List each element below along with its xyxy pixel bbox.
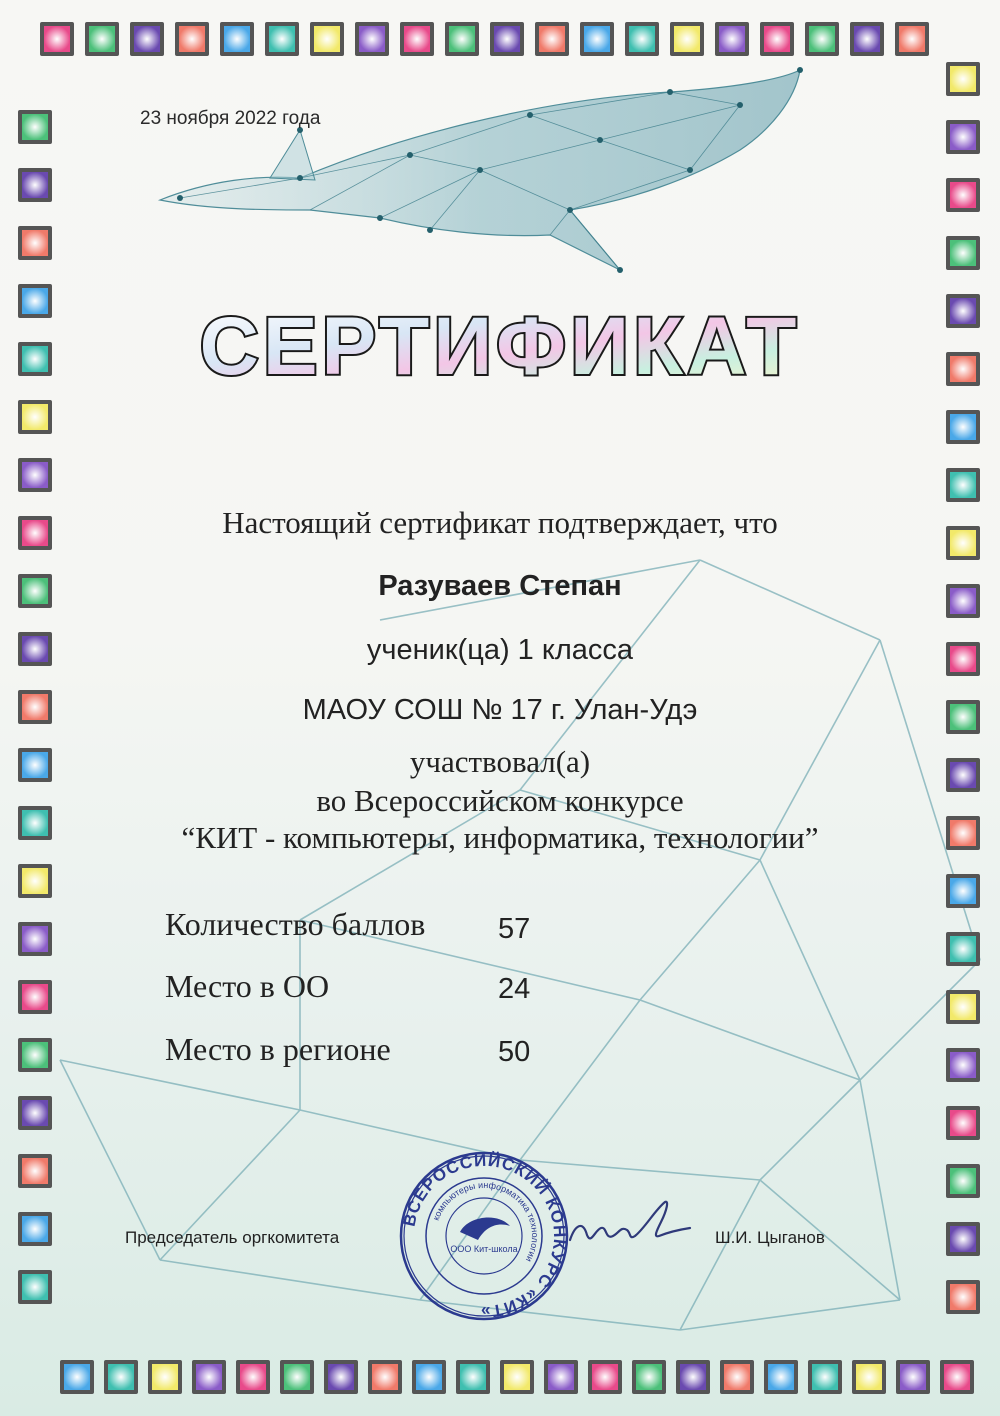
border-square xyxy=(946,1048,980,1082)
border-square xyxy=(500,1360,534,1394)
network-line xyxy=(160,1260,420,1300)
border-square xyxy=(544,1360,578,1394)
issue-date: 23 ноября 2022 года xyxy=(140,108,321,129)
border-square xyxy=(265,22,299,56)
border-square xyxy=(18,226,52,260)
border-square xyxy=(18,1038,52,1072)
border-square xyxy=(632,1360,666,1394)
border-square xyxy=(895,22,929,56)
border-square xyxy=(400,22,434,56)
border-square xyxy=(18,400,52,434)
border-square xyxy=(280,1360,314,1394)
contest-name: “КИТ - компьютеры, информатика, технологии” xyxy=(181,820,819,855)
score-value: 57 xyxy=(498,913,531,945)
border-square xyxy=(104,1360,138,1394)
border-square xyxy=(445,22,479,56)
border-square xyxy=(946,1222,980,1256)
network-line xyxy=(680,1300,900,1330)
network-line xyxy=(860,1080,900,1300)
border-square xyxy=(85,22,119,56)
border-square xyxy=(760,22,794,56)
border-square xyxy=(535,22,569,56)
border-square xyxy=(18,1212,52,1246)
seal-center-text: ООО Кит-школа xyxy=(450,1244,518,1254)
grade-text: ученик(ца) 1 класса xyxy=(366,634,634,666)
border-square xyxy=(18,1270,52,1304)
border-square xyxy=(946,178,980,212)
border-square xyxy=(175,22,209,56)
border-square xyxy=(130,22,164,56)
border-square xyxy=(946,62,980,96)
border-square xyxy=(18,458,52,492)
border-square xyxy=(490,22,524,56)
border-square xyxy=(456,1360,490,1394)
border-square xyxy=(670,22,704,56)
border-square xyxy=(310,22,344,56)
border-square xyxy=(18,980,52,1014)
chairman-role: Председатель оргкомитета xyxy=(125,1228,340,1247)
border-square xyxy=(40,22,74,56)
title-text: СЕРТИФИКАТ xyxy=(199,301,801,390)
network-line xyxy=(520,1000,640,1160)
school-place-label: Место в ОО xyxy=(165,968,330,1004)
border-square xyxy=(355,22,389,56)
chairman-name: Ш.И. Цыганов xyxy=(715,1228,825,1247)
recipient-name: Разуваев Степан xyxy=(378,570,622,602)
border-square xyxy=(852,1360,886,1394)
border-square xyxy=(18,168,52,202)
border-square xyxy=(946,1106,980,1140)
border-square xyxy=(805,22,839,56)
border-square xyxy=(946,410,980,444)
border-square xyxy=(18,1154,52,1188)
border-square xyxy=(580,22,614,56)
border-square xyxy=(764,1360,798,1394)
border-square xyxy=(946,1164,980,1198)
contest-prefix: во Всероссийском конкурсе xyxy=(316,783,684,818)
network-line xyxy=(760,860,860,1080)
border-square xyxy=(60,1360,94,1394)
border-square xyxy=(324,1360,358,1394)
score-label: Количество баллов xyxy=(165,906,426,942)
border-square xyxy=(588,1360,622,1394)
border-square xyxy=(946,1280,980,1314)
network-line xyxy=(640,860,760,1000)
border-square xyxy=(946,120,980,154)
border-square xyxy=(946,236,980,270)
border-square xyxy=(720,1360,754,1394)
region-place-value: 50 xyxy=(498,1036,531,1068)
participated-text: участвовал(а) xyxy=(409,744,591,779)
school-place-value: 24 xyxy=(498,973,531,1005)
border-square xyxy=(148,1360,182,1394)
border-square xyxy=(715,22,749,56)
border-square xyxy=(18,110,52,144)
school-text: МАОУ СОШ № 17 г. Улан-Удэ xyxy=(302,694,698,726)
border-square xyxy=(625,22,659,56)
border-square xyxy=(940,1360,974,1394)
border-square xyxy=(220,22,254,56)
border-square xyxy=(808,1360,842,1394)
border-square xyxy=(946,990,980,1024)
border-square xyxy=(18,864,52,898)
official-seal xyxy=(398,1150,570,1322)
border-square xyxy=(946,468,980,502)
intro-text: Настоящий сертификат подтверждает, что xyxy=(222,505,778,540)
border-square xyxy=(18,1096,52,1130)
border-square xyxy=(368,1360,402,1394)
border-square xyxy=(412,1360,446,1394)
border-square xyxy=(676,1360,710,1394)
region-place-label: Место в регионе xyxy=(165,1031,391,1067)
seal-outer-text: ВСЕРОССИЙСКИЙ КОНКУРС «КИТ» xyxy=(399,1150,570,1322)
border-square xyxy=(18,922,52,956)
border-square xyxy=(946,932,980,966)
border-square xyxy=(850,22,884,56)
seal-inner-text: компьютеры информатика технологии xyxy=(430,1179,541,1264)
border-square xyxy=(236,1360,270,1394)
border-square xyxy=(192,1360,226,1394)
network-line xyxy=(640,1000,860,1080)
network-line xyxy=(760,1080,860,1180)
certificate-title xyxy=(0,300,1000,390)
border-square xyxy=(896,1360,930,1394)
border-square xyxy=(946,874,980,908)
handwritten-signature xyxy=(565,1190,695,1260)
whale-illustration xyxy=(150,60,810,300)
